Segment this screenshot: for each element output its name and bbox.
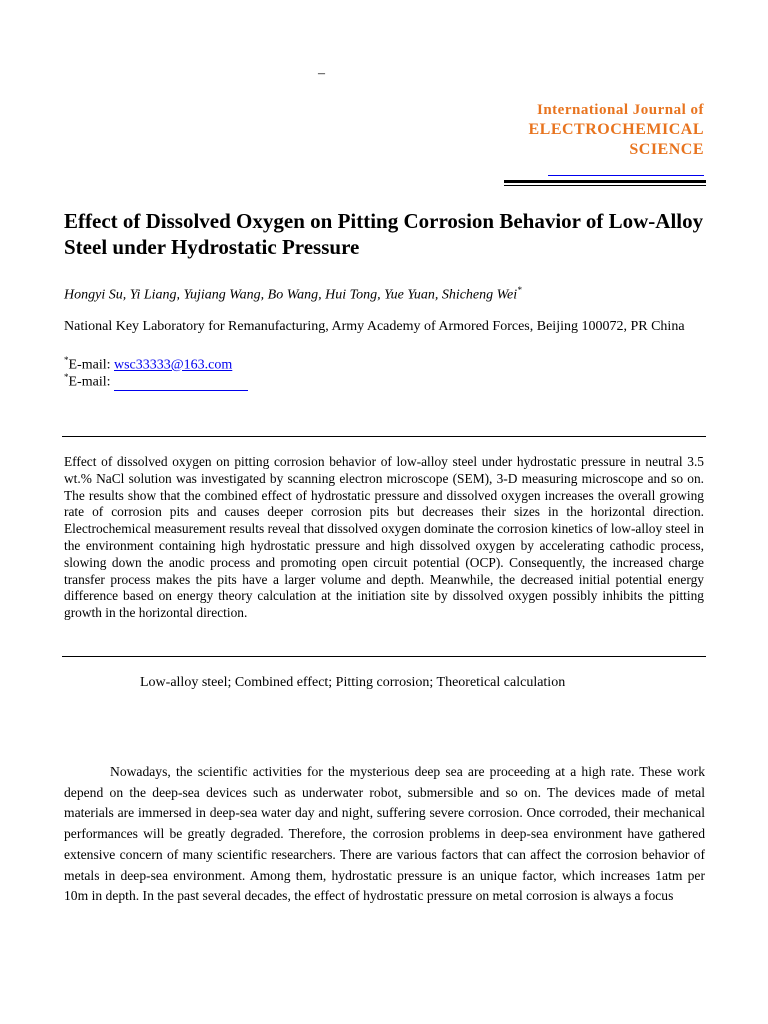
email-2-label: E-mail: <box>68 374 114 390</box>
abstract-top-rule <box>62 436 706 437</box>
journal-line-3: SCIENCE <box>629 141 704 158</box>
journal-name <box>528 100 704 160</box>
journal-line-2: ELECTROCHEMICAL <box>528 121 704 138</box>
author-list <box>64 285 522 304</box>
abstract: Effect of dissolved oxygen on pitting corrosion behavior of low-alloy steel under hydrostatic pressure in neutral 3.5 wt.% NaCl solution was investigated by scanning electron microscope (SEM), 3-D measuring microscope and so on. The results show that the combined effect of hydrostatic pressure and dissolved oxygen increases the overall growing rate of corrosion pits and causes deeper corrosion pits but decreases their sizes in the horizontal direction. Electrochemical measurement results reveal that dissolved oxygen dominate the corrosion kinetics of low-alloy steel in the environment containing high hydrostatic pressure and high dissolved oxygen by accelerating cathodic process, slowing down the anodic process and promoting open circuit potential (OCP). Consequently, the increased charge transfer process makes the pits have a larger volume and depth. Meanwhile, the decreased initial potential energy difference based on energy theory calculation at the initiation site by dissolved oxygen possibly inhibits the pitting growth in the horizontal direction. <box>64 454 704 621</box>
authors-text: Hongyi Su, Yi Liang, Yujiang Wang, Bo Wang, Hui Tong, Yue Yuan, Shicheng Wei <box>64 287 518 303</box>
header-rule-thin <box>504 185 706 186</box>
article-title: Effect of Dissolved Oxygen on Pitting Corrosion Behavior of Low-Alloy Steel under Hydrostatic Pressure <box>64 209 704 259</box>
header-rule-thick <box>504 180 706 183</box>
email-1-label: E-mail: <box>68 357 114 373</box>
email-2-mark: * <box>64 372 69 382</box>
email-1-link[interactable]: wsc33333@163.com <box>114 357 233 373</box>
email-line-2 <box>64 369 248 391</box>
header-dash: – <box>318 66 325 81</box>
affiliation: National Key Laboratory for Remanufacturing, Army Academy of Armored Forces, Beijing 100072, PR China <box>64 319 685 334</box>
keywords: Low-alloy steel; Combined effect; Pitting corrosion; Theoretical calculation <box>140 675 566 690</box>
abstract-bottom-rule <box>62 656 706 657</box>
journal-link[interactable] <box>548 175 704 176</box>
journal-line-1: International Journal of <box>536 102 704 118</box>
email-1-mark: * <box>64 355 69 365</box>
email-2-link[interactable] <box>114 376 248 391</box>
corresponding-mark: * <box>517 285 522 295</box>
introduction-paragraph: Nowadays, the scientific activities for the mysterious deep sea are proceeding at a high rate. These work depend on the deep-sea devices such as underwater robot, submersible and so on. The devices made of metal materials are immersed in deep-sea water day and night, suffering severe corrosion. Once corroded, their mechanical performances will be greatly degraded. Therefore, the corrosion problems in deep-sea environment have gathered extensive concern of many scientific researchers. There are various factors that can affect the corrosion behavior of metals in deep-sea environment. Among them, hydrostatic pressure is an unique factor, which increases 1atm per 10m in depth. In the past several decades, the effect of hydrostatic pressure on metal corrosion is always a focus <box>64 764 705 904</box>
